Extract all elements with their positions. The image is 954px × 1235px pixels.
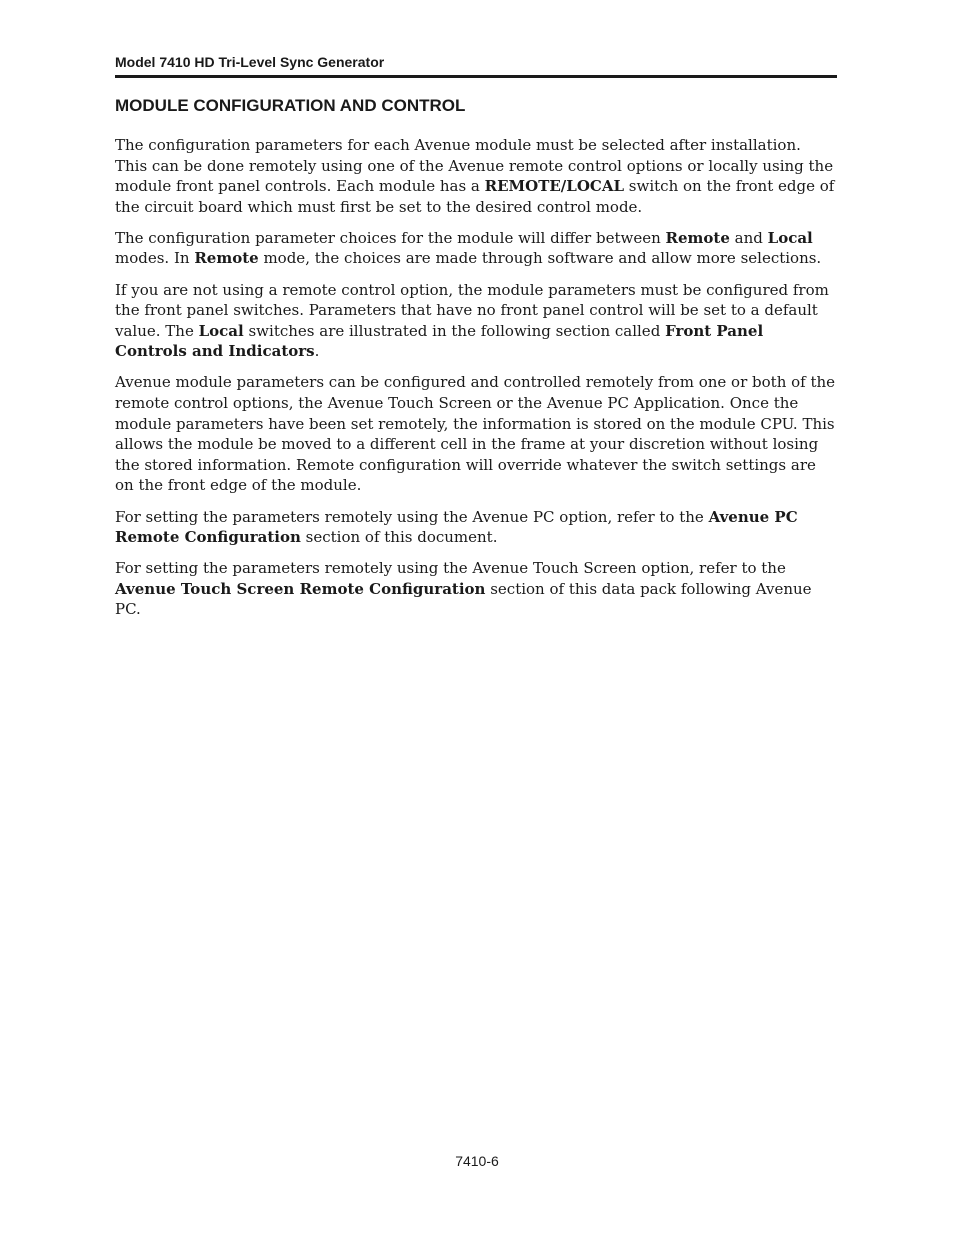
page-number: 7410-6 [455, 1153, 499, 1169]
body-text [115, 135, 837, 630]
paragraph-remote-local-switch: The configuration parameters for each Avenue module must be selected after installation. This can be done remotely using one of the Avenue remote control options or locally using the module front panel controls. Each module has a REMOTE/LOCAL switch on the front edge of the circuit board which must first be set to the desired control mode. [115, 136, 835, 216]
paragraph-remote-configuration: Avenue module parameters can be configured and controlled remotely from one or both of the remote control options, the Avenue Touch Screen or the Avenue PC Application. Once the module parameters have been set remotely, the information is stored on the module CPU. This allows the module be moved to a different cell in the frame at your discretion without losing the stored information. Remote configuration will override whatever the switch settings are on the front edge of the module. [115, 373, 836, 495]
emphasis-front-panel-controls: Front Panel Controls and Indicators [115, 321, 764, 361]
emphasis-touch-screen-remote: Avenue Touch Screen Remote Configuration [115, 579, 486, 598]
section-title: MODULE CONFIGURATION AND CONTROL [115, 96, 466, 115]
paragraph-touch-screen: For setting the parameters remotely using the Avenue Touch Screen option, refer to the Avenue Touch Screen Remote Configuration section of this data pack following Avenue PC. [115, 559, 812, 619]
paragraph-front-panel: If you are not using a remote control option, the module parameters must be configured from the front panel switches. Parameters that have no front panel control will be set to a default value. The Local switches are illustrated in the following section called Front Panel Controls and Indicators. [115, 280, 829, 361]
paragraph-avenue-pc: For setting the parameters remotely using the Avenue PC option, refer to the Avenue PC Remote Configuration section of this document. [115, 507, 798, 547]
emphasis-local: Local [767, 228, 813, 247]
emphasis-local: Local [198, 321, 244, 340]
emphasis-avenue-pc-remote: Avenue PC Remote Configuration [115, 507, 798, 547]
running-header: Model 7410 HD Tri-Level Sync Generator [115, 52, 837, 78]
emphasis-remote: Remote [194, 249, 259, 268]
emphasis-remote: Remote [665, 228, 730, 247]
paragraph-remote-vs-local: The configuration parameter choices for the module will differ between Remote and Local modes. In Remote mode, the choices are made through software and allow more selections. [115, 228, 822, 268]
emphasis-remote-local: REMOTE/LOCAL [484, 177, 625, 196]
